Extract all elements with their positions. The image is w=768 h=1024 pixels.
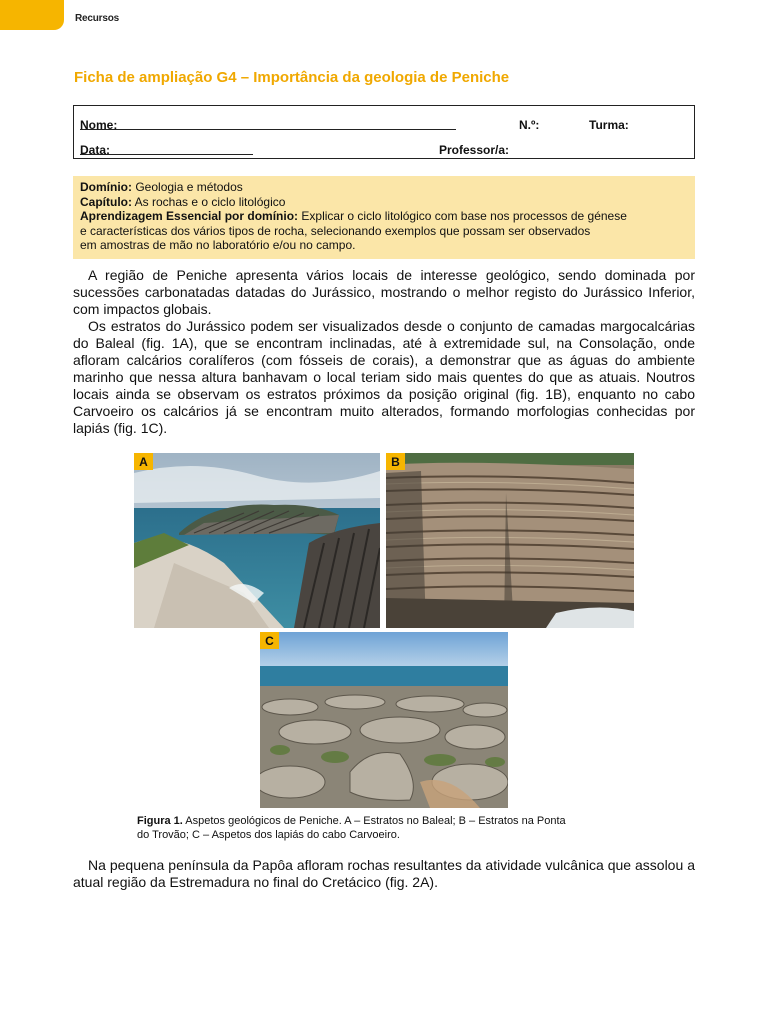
- number-label: N.º:: [519, 118, 540, 132]
- learning-value-3: em amostras de mão no laboratório e/ou no campo.: [80, 238, 356, 252]
- learning-label: Aprendizagem Essencial por domínio:: [80, 209, 299, 223]
- chapter-label: Capítulo:: [80, 194, 132, 209]
- paragraph-1: A região de Peniche apresenta vários locais de interesse geológico, sendo dominada por sucessões carbonatadas datadas do Jurássico, mostrando o melhor registo do Jurássico Inferior, com impactos globais.: [73, 267, 695, 317]
- section-label: Recursos: [75, 13, 119, 24]
- photo-c-carvoeiro-lapies: [260, 632, 508, 808]
- name-label: Nome:: [80, 118, 118, 132]
- curriculum-info-box: [73, 176, 695, 259]
- section-tab: [0, 0, 64, 30]
- chapter-value: As rochas e o ciclo litológico: [134, 194, 286, 209]
- name-line[interactable]: [80, 129, 456, 130]
- paragraph-2: Os estratos do Jurássico podem ser visualizados desde o conjunto de camadas margocalcárias do Baleal (fig. 1A), que se encontram inclinadas, até à extremidade sul, na Consolação, onde afloram calcários coralíferos (com fósseis de corais), a demonstrar que as águas do ambiente marinho que nessa altura banhavam o local teriam sido mais quentes do que as atuais. Noutros locais ainda se observam os estratos próximos da posição original (fig. 1B), enquanto no cabo Carvoeiro os calcários já se encontram muito alterados, formando morfologias conhecidas por lapiás (fig. 1C).: [73, 318, 695, 436]
- caption-label: Figura 1.: [137, 815, 183, 827]
- domain-value: Geologia e métodos: [135, 180, 243, 194]
- domain-label: Domínio:: [80, 180, 132, 194]
- photo-tag-a: A: [134, 453, 153, 470]
- identification-box: [73, 105, 695, 159]
- paragraph-3: Na pequena península da Papôa afloram rochas resultantes da atividade vulcânica que assolou a atual região da Estremadura no final do Cretácico (fig. 2A).: [73, 857, 695, 890]
- class-label: Turma:: [589, 118, 629, 132]
- photo-b-trovao-strata: [386, 453, 634, 628]
- learning-value-1: Explicar o ciclo litológico com base nos processos de génese: [301, 209, 627, 223]
- date-label: Data:: [80, 143, 111, 157]
- date-line[interactable]: [80, 154, 253, 155]
- photo-a-baleal-strata: [134, 453, 380, 628]
- photo-tag-b: B: [386, 453, 405, 470]
- caption-line-2: do Trovão; C – Aspetos dos lapiás do cabo Carvoeiro.: [137, 829, 400, 841]
- page-title: Ficha de ampliação G4 – Importância da geologia de Peniche: [74, 69, 510, 86]
- caption-line-1: Aspetos geológicos de Peniche. A – Estratos no Baleal; B – Estratos na Ponta: [185, 815, 566, 827]
- learning-value-2: e características dos vários tipos de rocha, selecionando exemplos que possam ser observados: [80, 223, 591, 238]
- teacher-label: Professor/a:: [439, 143, 510, 157]
- figure-caption: [137, 814, 607, 842]
- photo-tag-c: C: [260, 632, 279, 649]
